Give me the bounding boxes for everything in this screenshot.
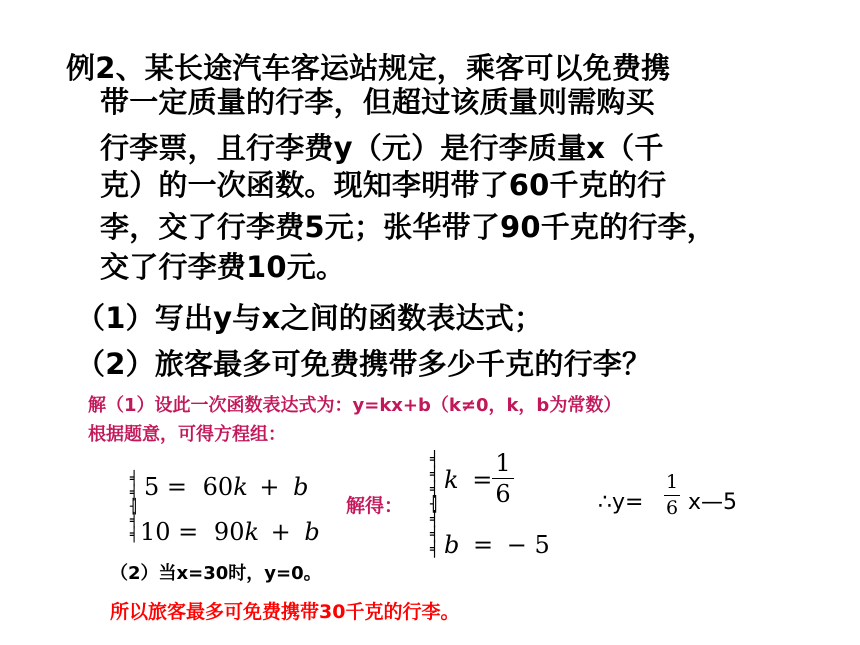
final-fraction-bar bbox=[664, 495, 680, 496]
final-expression-prefix: ∴y= bbox=[598, 490, 644, 515]
sol-k-fraction bbox=[492, 450, 514, 508]
sol-k-eq: = bbox=[472, 466, 493, 494]
problem-line-2: 带一定质量的行李，但超过该质量则需购买 bbox=[100, 85, 655, 119]
eq1-var: k bbox=[233, 473, 248, 501]
problem-line-3: 行李票，且行李费y（元）是行李质量x（千 bbox=[100, 131, 664, 165]
solution-b bbox=[444, 531, 550, 559]
problem-line-1: 例2、某长途汽车客运站规定，乘客可以免费携 bbox=[66, 51, 671, 85]
system-brace-right: ╡ ╡ ╡ ╢ ╡ ╡ ╡ bbox=[430, 450, 440, 558]
sol-k-fraction-bar bbox=[492, 478, 514, 479]
eq2-b: b bbox=[304, 518, 320, 546]
sol-k-num: 1 bbox=[495, 449, 511, 477]
final-fraction bbox=[664, 472, 680, 519]
solved-label: 解得： bbox=[346, 495, 404, 517]
final-expression-tail: x—5 bbox=[688, 490, 738, 515]
system-brace-left: ╡ ╡ ╢ ╡ ╡ bbox=[130, 471, 139, 543]
sol-b-var: b bbox=[444, 531, 460, 559]
eq2-var: k bbox=[244, 518, 260, 546]
conclusion: 所以旅客最多可免费携带30千克的行李。 bbox=[110, 601, 460, 623]
problem-line-5: 李，交了行李费5元；张华带了90千克的行李， bbox=[100, 210, 716, 244]
sol-b-eq: = bbox=[473, 531, 494, 559]
eq2-coef: 90 bbox=[213, 518, 245, 546]
eq1-plus: + bbox=[259, 473, 280, 501]
eq2-plus: + bbox=[270, 518, 291, 546]
eq2-lhs: 10 = bbox=[140, 518, 199, 546]
eq1-b: b bbox=[293, 473, 309, 501]
sol-b-val: − 5 bbox=[506, 531, 550, 559]
solution-k bbox=[444, 466, 492, 494]
solution-line-2: 根据题意，可得方程组： bbox=[88, 424, 286, 445]
final-num: 1 bbox=[665, 471, 679, 493]
problem-line-6: 交了行李费10元。 bbox=[100, 250, 346, 284]
eq1-coef: 60 bbox=[202, 473, 234, 501]
part-2-answer: （2）当x=30时，y=0。 bbox=[110, 563, 322, 584]
final-den: 6 bbox=[665, 496, 679, 519]
sol-k-den: 6 bbox=[495, 480, 511, 509]
question-1: （1）写出y与x之间的函数表达式； bbox=[76, 301, 544, 335]
equation-2 bbox=[140, 518, 320, 546]
question-2: （2）旅客最多可免费携带多少千克的行李？ bbox=[76, 347, 652, 381]
equation-1 bbox=[144, 473, 309, 501]
sol-k-var: k bbox=[444, 466, 459, 494]
eq1-lhs: 5 = bbox=[144, 473, 188, 501]
problem-line-4: 克）的一次函数。现知李明带了60千克的行 bbox=[100, 168, 667, 202]
solution-line-1: 解（1）设此一次函数表达式为：y=kx+b（k≠0，k，b为常数） bbox=[88, 395, 622, 416]
